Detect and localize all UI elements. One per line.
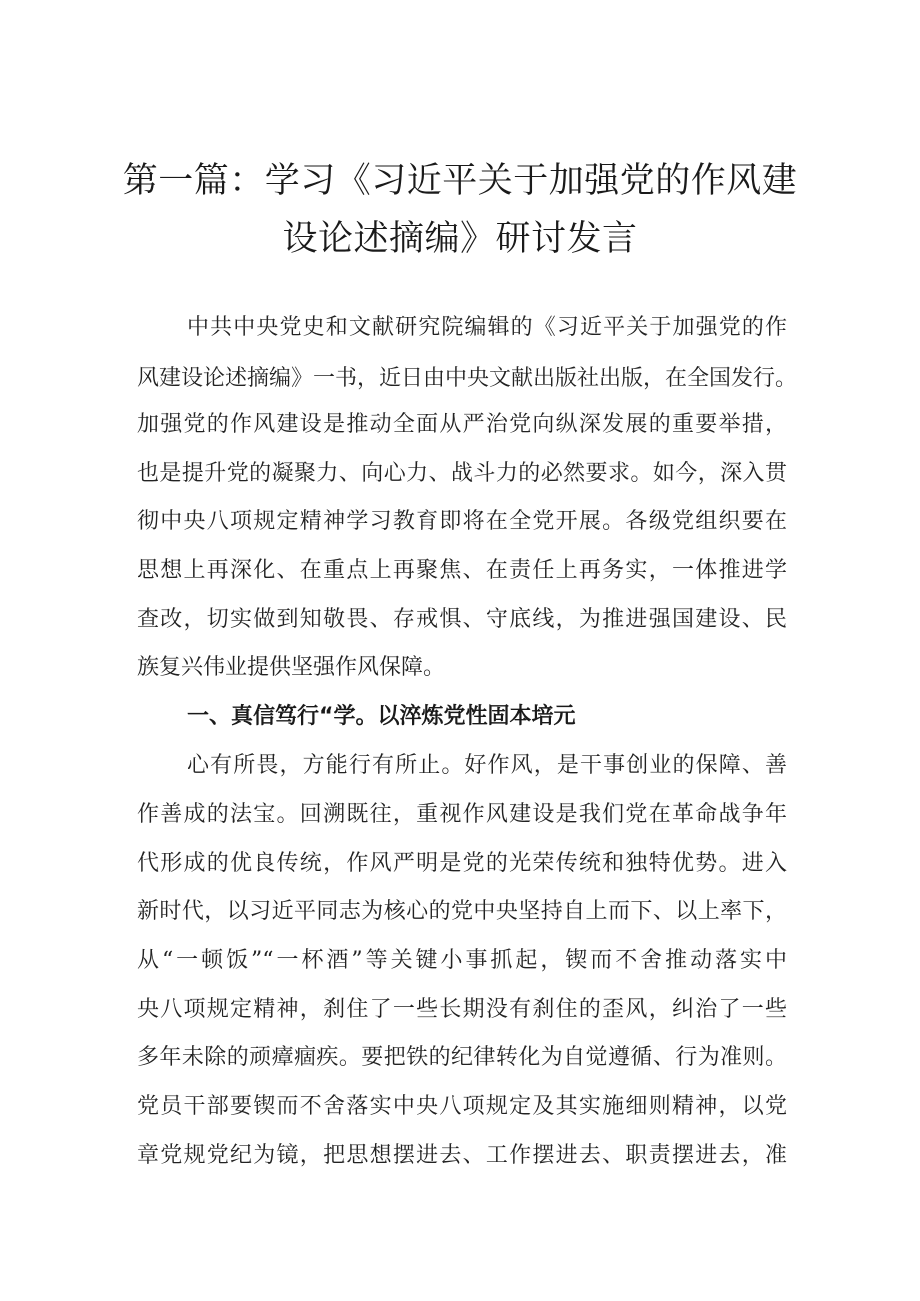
- paragraph-line: 作善成的法宝。回溯既往，重视作风建设是我们党在革命战争年: [137, 802, 787, 827]
- document-title-line-2: 设论述摘编》研讨发言: [282, 219, 638, 259]
- paragraph-line: 查改，切实做到知敬畏、存戒惧、守底线，为推进强国建设、民: [137, 607, 787, 632]
- document-title-line-1: 第一篇：学习《习近平关于加强党的作风建: [122, 161, 798, 201]
- paragraph-line: 彻中央八项规定精神学习教育即将在全党开展。各级党组织要在: [137, 509, 787, 534]
- paragraph-line: 也是提升党的凝聚力、向心力、战斗力的必然要求。如今，深入贯: [137, 461, 787, 486]
- paragraph-line: 代形成的优良传统，作风严明是党的光荣传统和独特优势。进入: [137, 851, 787, 876]
- paragraph-line: 多年未除的顽瘴痼疾。要把铁的纪律转化为自觉遵循、行为准则。: [137, 1045, 787, 1070]
- paragraph-line: 央八项规定精神，刹住了一些长期没有刹住的歪风，纠治了一些: [137, 997, 787, 1022]
- section-heading: 一、真信笃行“学。以淬炼党性固本培元: [187, 704, 576, 729]
- paragraph-line: 心有所畏，方能行有所止。好作风，是干事创业的保障、善: [187, 753, 787, 778]
- paragraph-line: 党员干部要锲而不舍落实中央八项规定及其实施细则精神，以党: [137, 1094, 787, 1119]
- paragraph-line: 中共中央党史和文献研究院编辑的《习近平关于加强党的作: [187, 315, 787, 340]
- paragraph-line: 风建设论述摘编》一书，近日由中央文献出版社出版，在全国发行。: [137, 366, 798, 391]
- paragraph-line: 从“一顿饭”“一杯酒”等关键小事抓起，锲而不舍推动落实中: [137, 948, 787, 973]
- paragraph-line: 加强党的作风建设是推动全面从严治党向纵深发展的重要举措，: [137, 412, 787, 437]
- paragraph-line: 新时代，以习近平同志为核心的党中央坚持自上而下、以上率下，: [137, 899, 787, 924]
- paragraph-line: 族复兴伟业提供坚强作风保障。: [137, 655, 446, 680]
- paragraph-line: 章党规党纪为镜，把思想摆进去、工作摆进去、职责摆进去，准: [137, 1143, 787, 1168]
- paragraph-line: 思想上再深化、在重点上再聚焦、在责任上再务实，一体推进学: [137, 558, 787, 583]
